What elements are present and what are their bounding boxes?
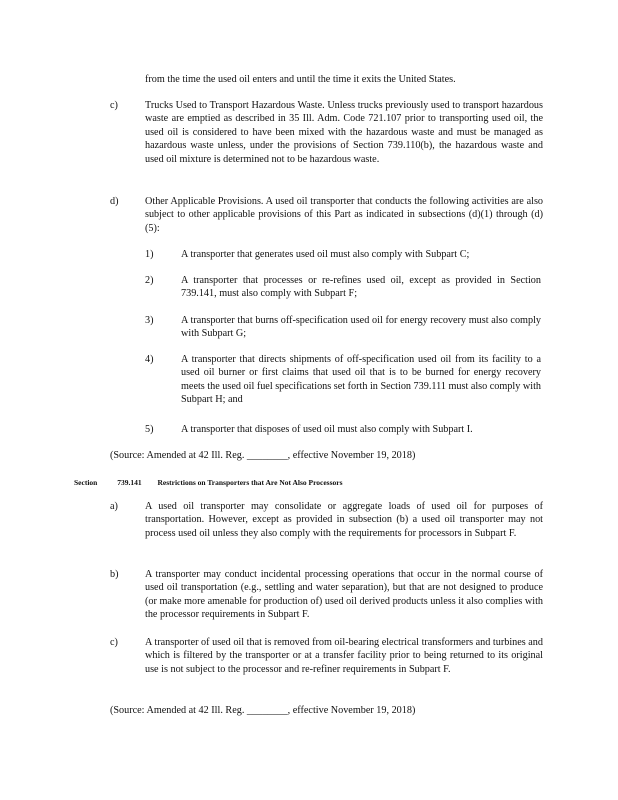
section-title: Restrictions on Transporters that Are Not Also Processors — [157, 478, 343, 487]
subitem-label: 4) — [145, 354, 154, 365]
item-text: Other Applicable Provisions. A used oil transporter that conducts the following activities are also subject to other applicable provisions of this Part as indicated in subsections (d)(1) through (d)(5): — [145, 196, 543, 234]
item-text: Trucks Used to Transport Hazardous Waste. Unless trucks previously used to transport hazardous waste are emptied as described in 35 Ill. Adm. Code 721.107 prior to transporting used oil, the used oil is considered to have been mixed with the hazardous waste and must be managed as hazardous waste unless, under the provisions of Section 739.110(b), the hazardous waste and used oil mixture is determined not to be hazardous waste. — [145, 100, 543, 165]
item-label: c) — [110, 100, 118, 111]
subitem-label: 1) — [145, 249, 154, 260]
section-item-label: b) — [110, 569, 119, 580]
section-word: Section — [74, 478, 98, 487]
subitem-label: 3) — [145, 315, 154, 326]
section-item-text: A transporter of used oil that is removed from oil-bearing electrical transformers and turbines and which is filtered by the transporter or at a transfer facility prior to being returned to its original use is not subject to the processor and re-refiner requirements in Subpart F. — [145, 637, 543, 675]
source-note: (Source: Amended at 42 Ill. Reg. ________, effective November 19, 2018) — [110, 705, 416, 716]
section-item-text: A used oil transporter may consolidate or aggregate loads of used oil for purposes of transportation. However, except as provided in subsection (b) a used oil transporter may not process used oil unless they also comply with the requirements for processors in Subpart F. — [145, 501, 543, 539]
subitem-label: 2) — [145, 275, 154, 286]
section-item-text: A transporter may conduct incidental processing operations that occur in the normal course of used oil transportation (e.g., settling and water separation), but that are not designed to produce (or make more amenable for production of) used oil derived products unless it also complies with the processor requirements in Subpart F. — [145, 569, 543, 621]
subitem-text: A transporter that processes or re-refines used oil, except as provided in Section 739.141, must also comply with Subpart F; — [181, 275, 541, 300]
subitem-text: A transporter that burns off-specification used oil for energy recovery must also comply with Subpart G; — [181, 315, 541, 340]
continuation-text: from the time the used oil enters and until the time it exits the United States. — [145, 74, 456, 85]
item-label: d) — [110, 196, 119, 207]
subitem-text: A transporter that directs shipments of off-specification used oil from its facility to a used oil burner or first claims that used oil that is to be burned for energy recovery meets the used oil fuel specifications set forth in Section 739.111 must also comply with Subpart H; and — [181, 354, 541, 406]
section-item-label: c) — [110, 637, 118, 648]
section-heading — [74, 476, 434, 489]
section-item-label: a) — [110, 501, 118, 512]
subitem-text: A transporter that disposes of used oil must also comply with Subpart I. — [181, 424, 473, 435]
subitem-label: 5) — [145, 424, 154, 435]
subitem-text: A transporter that generates used oil must also comply with Subpart C; — [181, 249, 470, 260]
section-number: 739.141 — [117, 478, 142, 487]
source-note: (Source: Amended at 42 Ill. Reg. ________, effective November 19, 2018) — [110, 450, 416, 461]
